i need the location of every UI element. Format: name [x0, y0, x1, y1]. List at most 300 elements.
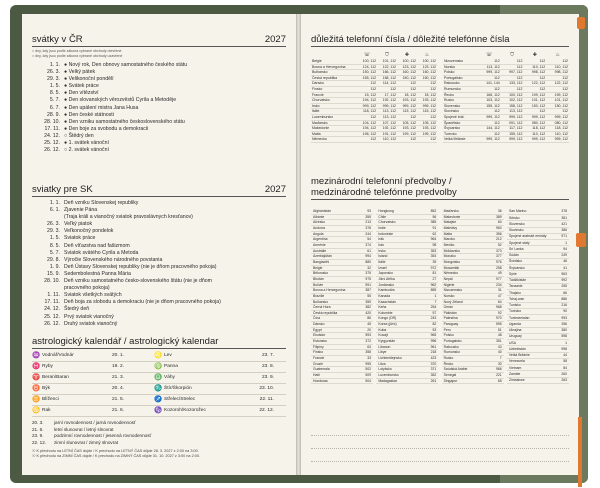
phone-number: 115, 112 [417, 109, 437, 115]
country-name: Švédsko [507, 258, 557, 264]
country-name: Tchaj-wan [507, 296, 557, 302]
dial-code: 49 [488, 271, 504, 277]
country-name: Venezuela [507, 358, 557, 364]
dial-code: 212 [488, 237, 504, 243]
phone-number: 091, 112 [501, 120, 524, 126]
holiday-date: 29. 3. [47, 76, 60, 83]
holiday-date: 25. 12. [44, 140, 60, 147]
country-name: Kazachstán [376, 299, 422, 305]
zodiac-date: 20. 1. [112, 353, 125, 358]
dial-code: 423 [422, 356, 438, 362]
country-name: Dánsko [311, 322, 360, 328]
phone-icon: ☏ [363, 51, 371, 58]
country-name: Austrálie [311, 248, 360, 254]
phones-header [311, 34, 569, 47]
country-name: Spojené arabské emiráty [507, 233, 557, 239]
phones-table-left [311, 50, 437, 143]
holiday-name: ● Svátek práce [64, 83, 99, 90]
phone-number: 150, 112 [417, 75, 437, 81]
country-name: Súdán [507, 252, 557, 258]
country-name: Itálie [376, 259, 422, 265]
country-name: Kyrgyzstán [376, 339, 422, 345]
dial-code: 975 [360, 276, 373, 282]
country-name: Nizozemsko [443, 59, 478, 64]
country-name: Řecko [442, 361, 488, 367]
dial-code: 61 [360, 248, 373, 254]
dial-code: 81 [422, 271, 438, 277]
zodiac-sign-icon: ♉ [32, 385, 41, 392]
country-name: Litva [376, 361, 422, 367]
country-name: Uzbekistán [507, 346, 557, 352]
season-text: podzimní rovnodennost / jesenná rovnodennosť [54, 433, 152, 438]
phone-number: 123, 112 [397, 64, 417, 70]
dial-code: 377 [488, 254, 504, 260]
country-name: Honduras [311, 378, 360, 384]
zodiac-date: 23. 10. [259, 386, 274, 391]
holiday-date: 8. 5. [49, 90, 60, 97]
country-name: Srbsko [507, 215, 557, 221]
phone-number: 112 [397, 81, 417, 87]
phone-number: 155, 112 [501, 131, 524, 137]
phone-number: 141, 144 [478, 81, 501, 87]
dial-code: 243 [422, 316, 438, 322]
codes-section [311, 176, 569, 384]
zodiac-date: 20. 4. [112, 386, 125, 391]
phone-number: 144, 112 [478, 126, 501, 132]
phone-number: 150, 112 [523, 103, 546, 109]
dial-code: 261 [422, 378, 438, 384]
country-name: Makedonie [442, 214, 488, 220]
country-name: Bulharsko [311, 299, 360, 305]
holiday-name: ● Den upálení mistra Jana Husa [64, 104, 139, 111]
phone-number: 105, 112 [397, 120, 417, 126]
phone-number: 117, 112 [501, 126, 524, 132]
dial-code: 502 [360, 367, 373, 373]
country-name: Zimbabwe [507, 377, 557, 384]
dial-code: 45 [360, 322, 373, 328]
country-name: Ukrajina [507, 327, 557, 333]
country-name: Nizozemsko [442, 288, 488, 294]
holiday-date: 1. 1. [49, 62, 60, 68]
zodiac-date: 19. 2. [112, 364, 125, 369]
phone-number: 110, 112 [523, 131, 546, 137]
country-name: Portugalsko [443, 75, 478, 81]
phone-number: 196, 112 [357, 131, 377, 137]
zodiac-name: Býk [42, 386, 50, 391]
country-name: Lucembursko [311, 114, 357, 120]
police-icon: ⛉ [510, 51, 514, 58]
country-name: Egypt [311, 327, 360, 333]
country-name: Nigérie [442, 282, 488, 288]
phone-number: 122, 112 [546, 81, 569, 87]
holiday-row [32, 321, 286, 328]
zodiac-name: Vodnář/Vodnár [42, 353, 74, 358]
codes-header [311, 176, 569, 200]
holiday-name: ○ Štědrý den [64, 132, 94, 139]
dial-code: 382 [360, 305, 373, 311]
country-name: Tunisko [507, 302, 557, 308]
country-name: Mexiko [442, 242, 488, 248]
dial-code: 254 [422, 305, 438, 311]
phone-number: 113, 112 [377, 114, 397, 120]
phone-number: 112 [478, 120, 501, 126]
zodiac-sign-icon: ♑ [154, 407, 163, 414]
country-name: Izrael [376, 265, 422, 271]
holiday-row [32, 285, 286, 292]
country-name: Maďarsko [442, 209, 488, 214]
phone-number: 166, 112 [478, 92, 501, 98]
phone-number: 118, 112 [546, 126, 569, 132]
zodiac-sign-icon: ♓ [32, 363, 41, 370]
dial-code: 36 [488, 209, 504, 214]
dial-code: 216 [557, 302, 569, 308]
country-name: Rumunsko [442, 350, 488, 356]
phone-number: 150, 112 [546, 103, 569, 109]
zodiac-sign-icon: ♒ [32, 352, 41, 359]
dial-code: 41 [557, 265, 569, 271]
phone-number: 112 [478, 86, 501, 92]
phone-number: 18, 112 [417, 92, 437, 98]
holiday-row [32, 147, 286, 154]
zodiac-name: Beran/Baran [42, 375, 69, 380]
bookmark-ribbon[interactable] [578, 417, 582, 487]
holiday-row [32, 314, 286, 321]
astro-header [32, 336, 286, 349]
note-line [311, 448, 569, 449]
phones-section [311, 34, 569, 143]
phone-number: 193, 112 [417, 126, 437, 132]
dial-code: 880 [360, 259, 373, 265]
phone-number: 112 [478, 75, 501, 81]
country-name: Dánsko [311, 81, 357, 87]
dial-code: 961 [422, 344, 438, 350]
dial-code: 249 [557, 252, 569, 258]
holiday-row [32, 62, 286, 69]
dial-code: 381 [557, 215, 569, 221]
phone-number: 112 [478, 109, 501, 115]
dial-code: 380 [557, 327, 569, 333]
holiday-name: ● Nový rok, Den obnovy samostatného českého státu [64, 62, 188, 68]
country-name: Irsko [376, 248, 422, 254]
phone-number: 112 [357, 114, 377, 120]
codes-title-line1: mezinárodní telefonní předvolby / [311, 176, 452, 187]
dial-code: 90 [557, 308, 569, 314]
phone-number: 112 [546, 109, 569, 115]
holiday-name: ● Den české státnosti [64, 111, 114, 118]
holiday-name: ○ 2. svátek vánoční [64, 147, 109, 154]
country-name: Lichtenštejnsko [376, 356, 422, 362]
dial-code: 263 [557, 377, 569, 384]
dial-code: 221 [488, 373, 504, 379]
dial-code: 359 [360, 299, 373, 305]
dial-code: 33 [360, 356, 373, 362]
country-name: Lotyšsko [376, 367, 422, 373]
holiday-row [32, 257, 286, 264]
phone-number: 100, 112 [397, 59, 417, 64]
phone-number: 999, 112 [546, 114, 569, 120]
dial-code: 356 [488, 231, 504, 237]
country-name: Belgie [311, 265, 360, 271]
phone-number: 122, 112 [523, 81, 546, 87]
phone-row [311, 137, 437, 143]
holiday-name: ● 1. svátek vánoční [64, 140, 109, 147]
holiday-row [32, 83, 286, 90]
dial-code: 43 [488, 344, 504, 350]
codes-column [311, 209, 373, 384]
dial-code: 372 [360, 339, 373, 345]
holiday-date: 28. 10. [44, 278, 60, 285]
astro-row [32, 373, 286, 384]
zodiac-sign-icon: ♌ [154, 352, 163, 359]
holidays-cz-year: 2027 [264, 34, 286, 45]
country-name: Mongolsko [442, 259, 488, 265]
phone-number: 112 [397, 114, 417, 120]
country-name: Rakousko [442, 344, 488, 350]
country-name: Madagaskar [376, 378, 422, 384]
dial-code: 353 [422, 248, 438, 254]
phone-number: 123, 112 [417, 64, 437, 70]
dial-code: 598 [557, 333, 569, 339]
holiday-name: (Traja králi a vianočný sviatok pravoslávnych kresťanov) [64, 214, 193, 221]
country-name: Turecko [443, 131, 478, 137]
country-name: Bolívie [311, 282, 360, 288]
holiday-name: ● Den vítězství [64, 90, 99, 97]
astro-section [32, 336, 286, 459]
holiday-name: Deň víťazstva nad fašizmom [64, 242, 130, 249]
phone-number: 112 [417, 81, 437, 87]
dial-code: 591 [360, 282, 373, 288]
dial-code: 371 [422, 367, 438, 373]
country-name: Spojené státy [507, 240, 557, 246]
holiday-date: 8. 5. [49, 242, 60, 249]
dial-code: 509 [360, 373, 373, 379]
dial-code: 965 [422, 333, 438, 339]
phone-number: 194, 112 [357, 98, 377, 104]
country-name: Švýcarsko [443, 126, 478, 132]
zodiac-sign-icon: ♏ [154, 385, 163, 392]
country-name: Argentina [311, 237, 360, 243]
country-name: Zambie [507, 371, 557, 377]
country-name: Brazílie [311, 293, 360, 299]
dial-code: 65 [488, 378, 504, 384]
phone-number: 199, 112 [546, 92, 569, 98]
country-name: Gruzie [311, 361, 360, 367]
zodiac-date: 23. 8. [261, 364, 274, 369]
holiday-date: 6. 7. [49, 104, 60, 111]
phone-number: 998, 112 [546, 70, 569, 76]
phone-number: 999, 112 [523, 137, 546, 143]
season-date: 22. 12. [32, 439, 47, 445]
dial-code: 370 [422, 361, 438, 367]
phone-number: 999, 112 [501, 114, 524, 120]
holiday-name: Druhý sviatok vianočný [64, 320, 118, 327]
holiday-row [32, 228, 286, 235]
holidays-cz-title: svátky v ČR [32, 34, 83, 45]
country-name: Ázerbájdžán [311, 254, 360, 260]
phone-number: 118, 112 [357, 109, 377, 115]
zodiac-date: 22. 11. [259, 397, 274, 402]
index-tab[interactable] [577, 17, 585, 29]
dial-code: 258 [488, 265, 504, 271]
dial-code: 1 [557, 340, 569, 346]
country-name: Bosna a Hercegovina [311, 64, 357, 70]
dial-code: 420 [360, 310, 373, 316]
country-name: Chorvatsko [376, 220, 422, 226]
phone-number: 999, 112 [478, 114, 501, 120]
season-date: 21. 6. [32, 426, 44, 432]
season-text: jarní rovnodennost / jarná rovnodennosť [54, 420, 136, 425]
dial-code: 970 [488, 316, 504, 322]
country-name: Vietnam [507, 365, 557, 371]
dial-code: 52 [488, 242, 504, 248]
dial-code: 373 [488, 248, 504, 254]
codes-column [376, 209, 438, 384]
holiday-date: 26. 12. [44, 147, 60, 154]
country-name: Keňa [376, 305, 422, 311]
country-name: Česká republika [311, 75, 357, 81]
holiday-row [32, 235, 286, 242]
dial-code: 972 [422, 265, 438, 271]
country-name: Kambodža [376, 288, 422, 294]
zodiac-name: Lev [164, 353, 172, 358]
seasons-list [32, 420, 286, 446]
index-tab[interactable] [576, 233, 586, 247]
phone-number: 103, 112 [478, 98, 501, 104]
phone-number: 160, 112 [397, 70, 417, 76]
dial-code: 376 [360, 225, 373, 231]
country-name: Bosna a Hercegovina [311, 288, 360, 294]
country-name: Bhútán [311, 276, 360, 282]
dial-code: 389 [488, 214, 504, 220]
country-name: Tádžikistán [507, 277, 557, 283]
dial-code: 256 [557, 321, 569, 327]
country-name: Turkmenistán [507, 315, 557, 321]
holiday-name: Sviatok všetkých svätých [64, 292, 122, 299]
holiday-row [32, 221, 286, 228]
phone-number: 150, 112 [397, 75, 417, 81]
codes-title-line2: medzinárodné telefónne predvolby [311, 187, 457, 198]
country-name: USA [507, 340, 557, 346]
holiday-name: Sedembolestná Panna Mária [64, 270, 131, 277]
zodiac-date: 23. 7. [261, 353, 274, 358]
dial-code: 40 [488, 350, 504, 356]
holiday-date: 26. 3. [47, 221, 60, 228]
phone-number: 112 [417, 86, 437, 92]
holiday-date: 28. 10. [44, 118, 60, 125]
winter-time-note: ☉ K přechodu na ZIMNÍ ČAS dojde / K prechodu na ZIMNÝ ČAS dôjde 31. 10. 2027 z 3:00 na 2:00. [32, 454, 201, 459]
country-name: Monako [442, 254, 488, 260]
country-name: Angola [311, 231, 360, 237]
holiday-name: Zjavenie Pána [64, 207, 98, 214]
phone-number: 104, 112 [357, 120, 377, 126]
dial-code: 7 [488, 356, 504, 362]
codes-column [507, 209, 569, 384]
dial-code: 93 [360, 209, 373, 214]
dial-code: 32 [360, 265, 373, 271]
phone-number: 110, 112 [377, 137, 397, 143]
phone-number: 17, 112 [377, 92, 397, 98]
dial-code: 51 [488, 327, 504, 333]
dial-code: 355 [360, 214, 373, 220]
country-name: Slovinsko [443, 109, 478, 115]
zodiac-sign-icon: ♊ [32, 396, 41, 403]
phone-number: 997, 112 [501, 70, 524, 76]
season-text: letní slunovrat / letný slnovrat [54, 426, 114, 432]
holiday-date: 1. 11. [47, 292, 60, 299]
phone-number: 999, 112 [546, 137, 569, 143]
phone-number: 999, 112 [417, 103, 437, 109]
country-name: Itálie [311, 109, 357, 115]
zodiac-name: Rak [42, 408, 51, 413]
zodiac-name: Váhy [164, 375, 175, 380]
phone-number: 112 [501, 59, 524, 64]
holiday-row [32, 97, 286, 104]
phone-number: 192, 112 [377, 98, 397, 104]
dial-code: 964 [422, 237, 438, 243]
country-name: Jižní Afrika [376, 276, 422, 282]
dial-code: 60 [488, 220, 504, 226]
country-name: Sýrie [507, 271, 557, 277]
country-name: Malta [442, 231, 488, 237]
dial-code: 962 [422, 282, 438, 288]
country-name: Slovinsko [507, 227, 557, 233]
holiday-name: Sviatok svätého Cyrila a Metoda [64, 249, 139, 256]
astro-table [32, 351, 286, 417]
dial-code: 56 [422, 214, 438, 220]
note-line [311, 435, 569, 436]
country-name: Irán [376, 242, 422, 248]
phone-number: 112 [357, 81, 377, 87]
dial-code: 886 [557, 296, 569, 302]
zodiac-sign-icon: ♎ [154, 374, 163, 381]
country-name: Japonsko [376, 271, 422, 277]
country-name: Malajsie [442, 220, 488, 226]
holiday-name: Sviatok práce [64, 235, 96, 242]
dial-code: 63 [360, 344, 373, 350]
phone-number: 160, 112 [417, 70, 437, 76]
dial-code: 852 [422, 209, 438, 214]
dial-code: 92 [488, 310, 504, 316]
phone-number: 112 [357, 86, 377, 92]
phone-number: 999, 112 [397, 103, 417, 109]
dial-code: 998 [557, 346, 569, 352]
holiday-row [32, 214, 286, 221]
country-name: Rakousko [443, 81, 478, 87]
holiday-row [32, 250, 286, 257]
country-name: Saúdská Arábie [442, 367, 488, 373]
country-name: Alžírsko [311, 220, 360, 226]
country-name: Indonésie [376, 231, 422, 237]
phone-number: 112 [501, 75, 524, 81]
holiday-name: Veľkonočný pondelok [64, 228, 114, 235]
phone-number: 118, 112 [523, 126, 546, 132]
dial-code: 218 [422, 350, 438, 356]
holiday-row [32, 243, 286, 250]
country-name: Andorra [311, 225, 360, 231]
note-open: = dny, kdy jsou podle zákona vybrané obchody otevřené [32, 49, 122, 53]
phone-number: 112 [546, 86, 569, 92]
dial-code: 1 [557, 240, 569, 246]
season-text: zimní slunovrat / zimný slnovrat [54, 439, 119, 445]
country-name: Velká Británie [507, 352, 557, 358]
zodiac-sign-icon: ♋ [32, 407, 41, 414]
holiday-date: 17. 11. [44, 299, 60, 306]
dial-code: 386 [557, 227, 569, 233]
country-name: Senegal [442, 373, 488, 379]
country-name: Thajsko [507, 290, 557, 296]
astro-row [32, 406, 286, 417]
holiday-name: Výročie Slovenského národného povstania [64, 256, 163, 263]
